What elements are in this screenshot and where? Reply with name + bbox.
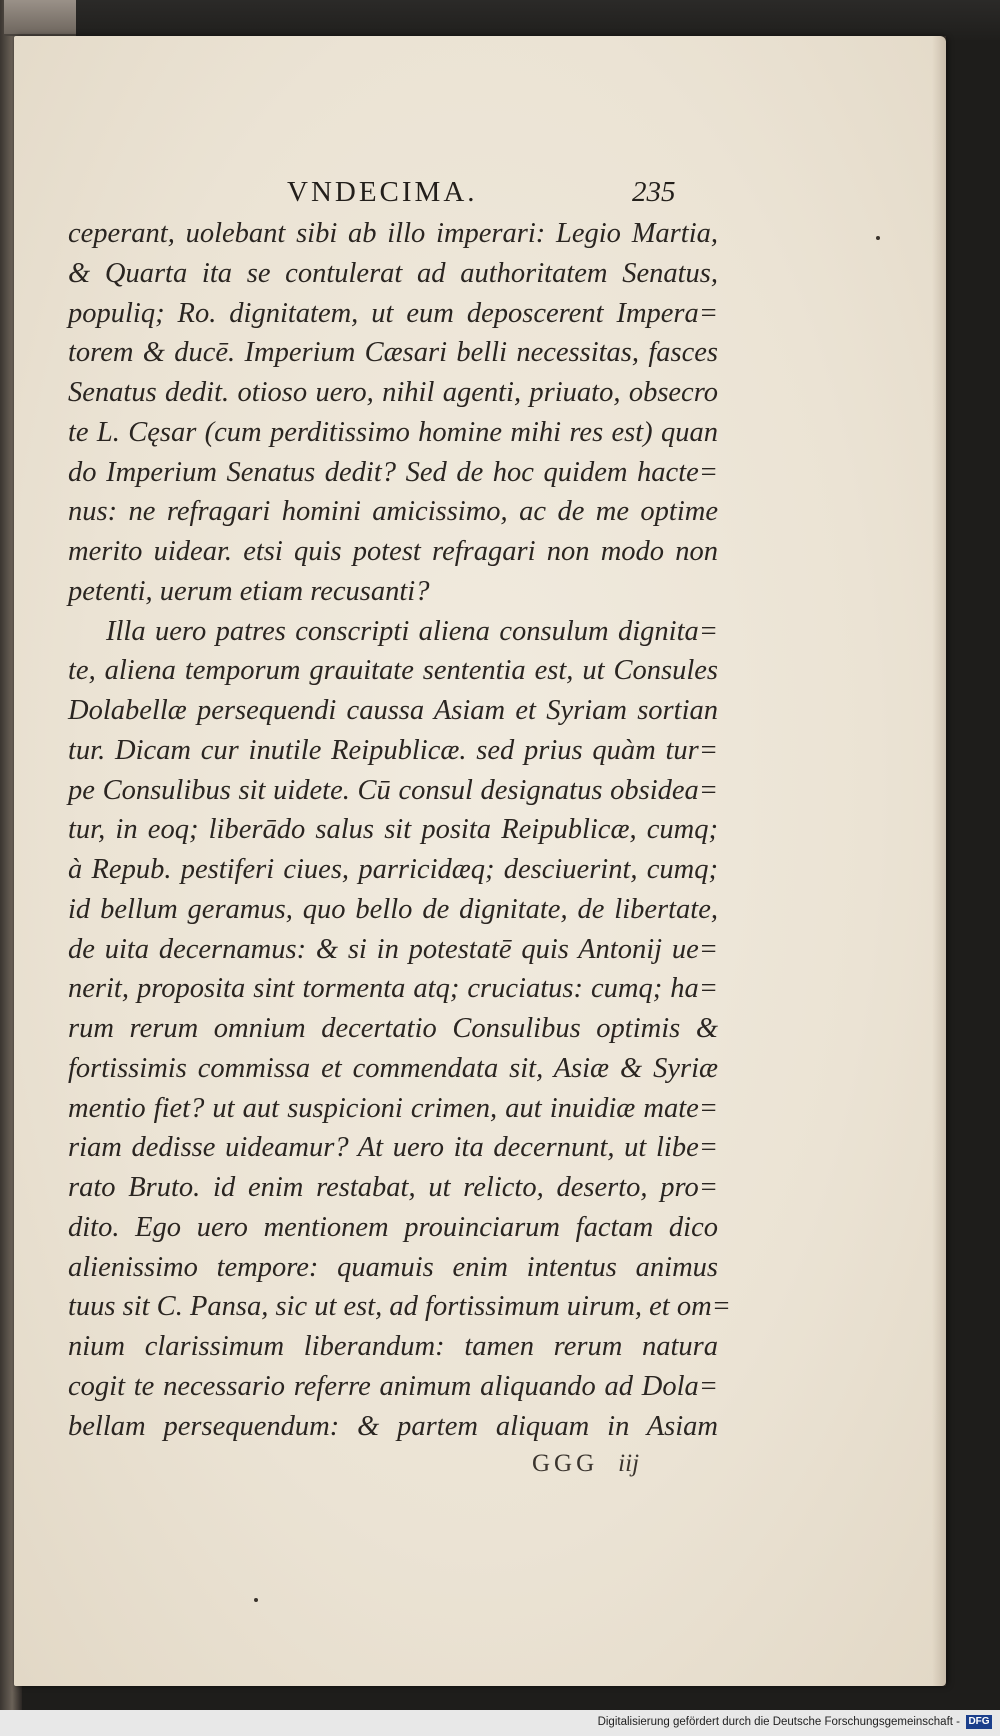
book-page	[14, 36, 946, 1686]
running-head: VNDECIMA.	[287, 176, 478, 208]
scanner-top-strip	[0, 0, 1000, 40]
text-line: & Quarta ita se contulerat ad authoritatem Senatus,	[68, 257, 718, 289]
text-line: Dolabellæ persequendi caussa Asiam et Syriam sortian	[68, 695, 718, 726]
text-line: nerit, proposita sint tormenta atq; cruciatus: cumq; ha=	[68, 973, 718, 1005]
text-line: fortissimis commissa et commendata sit, Asiæ & Syriæ	[68, 1052, 718, 1084]
paper-speck	[876, 236, 880, 240]
text-line: pe Consulibus sit uidete. Cū consul designatus obsidea=	[68, 774, 718, 806]
signature-mark	[532, 1450, 639, 1478]
text-line: merito uidear. etsi quis potest refragari non modo non	[68, 536, 718, 567]
text-line: nium clarissimum liberandum: tamen rerum natura	[68, 1331, 718, 1362]
page-clip	[4, 0, 76, 36]
text-line: id bellum geramus, quo bello de dignitate, de libertate,	[68, 893, 718, 925]
text-line: te, aliena temporum grauitate sententia est, ut Consules	[68, 655, 718, 687]
text-line: nus: ne refragari homini amicissimo, ac de me optime	[68, 496, 718, 528]
text-line: tur. Dicam cur inutile Reipublicæ. sed prius quàm tur=	[68, 734, 718, 766]
text-line: ceperant, uolebant sibi ab illo imperari: Legio Martia,	[68, 218, 718, 249]
paragraph-first-line: Illa uero patres conscripti aliena consulum dignita=	[106, 615, 718, 647]
text-line: te L. Cęsar (cum perditissimo homine mihi res est) quan	[68, 416, 718, 448]
signature-letters: GGG	[532, 1450, 599, 1477]
body-text	[68, 214, 731, 1446]
text-line: de uita decernamus: & si in potestatē quis Antonij ue=	[68, 933, 718, 965]
digitization-credit: Digitalisierung gefördert durch die Deutsche Forschungsgemeinschaft -	[597, 1716, 960, 1728]
text-line: mentio fiet? ut aut suspicioni crimen, aut inuidiæ mate=	[68, 1092, 718, 1124]
text-line: rum rerum omnium decertatio Consulibus optimis &	[68, 1013, 718, 1044]
page-edge-shadow	[932, 36, 946, 1686]
text-line: tuus sit C. Pansa, sic ut est, ad fortissimum uirum, et om=	[68, 1291, 731, 1323]
page-header	[64, 176, 724, 216]
text-line: cogit te necessario referre animum aliquando ad Dola=	[68, 1370, 718, 1402]
text-line: petenti, uerum etiam recusanti?	[68, 575, 430, 607]
text-line: populiq; Ro. dignitatem, ut eum deposcerent Impera=	[68, 297, 718, 329]
text-line: dito. Ego uero mentionem prouinciarum factam dico	[68, 1211, 718, 1243]
text-line: alienissimo tempore: quamuis enim intentus animus	[68, 1251, 718, 1283]
text-line: à Repub. pestiferi ciues, parricidæq; desciuerint, cumq;	[68, 854, 718, 885]
text-line: torem & ducē. Imperium Cæsari belli necessitas, fasces	[68, 337, 718, 369]
dfg-logo: DFG	[966, 1715, 992, 1729]
text-line: tur, in eoq; liberādo salus sit posita Reipublicæ, cumq;	[68, 814, 718, 846]
text-line: riam dedisse uideamur? At uero ita decernunt, ut libe=	[68, 1132, 718, 1164]
text-line: rato Bruto. id enim restabat, ut relicto, deserto, pro=	[68, 1172, 718, 1203]
text-line: Senatus dedit. otioso uero, nihil agenti, priuato, obsecro	[68, 377, 718, 408]
text-line: bellam persequendum: & partem aliquam in Asiam	[68, 1410, 718, 1442]
text-line: do Imperium Senatus dedit? Sed de hoc quidem hacte=	[68, 456, 718, 488]
signature-number: iij	[618, 1450, 640, 1477]
page-number: 235	[632, 176, 676, 208]
paper-speck	[254, 1598, 258, 1602]
